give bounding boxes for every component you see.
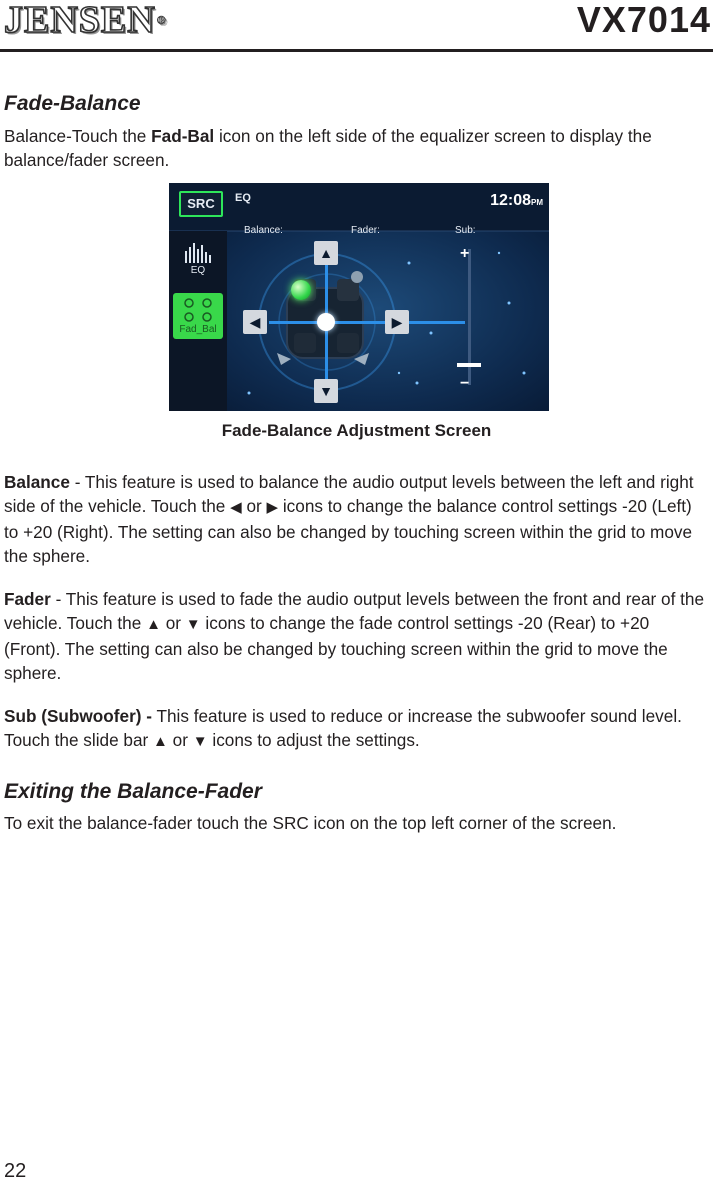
subwoofer-plus-icon[interactable]: + <box>460 245 470 262</box>
eq-header-label[interactable]: EQ <box>235 192 251 204</box>
section-title-exiting: Exiting the Balance-Fader <box>4 780 262 803</box>
triangle-down-icon: ▼ <box>185 616 201 633</box>
fade-balance-screenshot <box>169 183 549 411</box>
triangle-down-icon: ▼ <box>319 383 333 399</box>
equalizer-icon <box>184 241 212 263</box>
brand-logo: JENSEN® <box>4 0 167 41</box>
screenshot-caption: Fade-Balance Adjustment Screen <box>221 421 492 440</box>
speakers-icon <box>181 296 215 324</box>
sub-label: Sub: <box>455 225 476 236</box>
sidebar-fad-bal-label: Fad_Bal <box>179 324 217 335</box>
exit-paragraph: To exit the balance-fader touch the SRC icon on the top left corner of the screen. <box>4 813 617 833</box>
balance-paragraph: Balance - This feature is used to balance the audio output levels between the left and right side of the vehicle. Touch the ◀ or ▶ icons to change the balance control settings -20 (Left) to +20 (Right). The setting can also be changed by touching screen within the grid to move the sphere. <box>4 472 694 566</box>
fader-paragraph: Fader - This feature is used to fade the audio output levels between the front and rear of the vehicle. Touch the ▲ or ▼ icons to change the fade control settings -20 (Rear) to +20 (Front). The setting can also be changed by touching screen within the grid to move the sphere. <box>4 589 705 683</box>
header-divider <box>0 49 713 52</box>
subwoofer-slider-knob[interactable] <box>457 363 481 367</box>
fader-down-button[interactable] <box>314 379 338 403</box>
balance-label: Balance: <box>244 225 283 236</box>
balance-grid-horizontal[interactable] <box>269 321 465 324</box>
balance-left-button[interactable] <box>243 310 267 334</box>
section-title-fade-balance: Fade-Balance <box>4 92 141 115</box>
subwoofer-minus-icon[interactable]: − <box>460 375 470 392</box>
triangle-down-icon: ▼ <box>192 733 208 750</box>
balance-right-button[interactable] <box>385 310 409 334</box>
sidebar-fad-bal-button[interactable] <box>173 293 223 339</box>
page-number: 22 <box>4 1160 27 1182</box>
screen-sidebar <box>169 231 227 411</box>
clock: 12:08PM <box>490 192 543 209</box>
src-button[interactable]: SRC <box>179 191 223 217</box>
triangle-up-icon: ▲ <box>146 616 161 633</box>
sidebar-eq-button[interactable] <box>177 237 219 281</box>
model-number: VX7014 <box>576 0 711 40</box>
triangle-right-icon: ▶ <box>391 314 403 330</box>
triangle-up-icon: ▲ <box>153 733 168 750</box>
sub-paragraph: Sub (Subwoofer) - This feature is used to reduce or increase the subwoofer sound level. Touch the slide bar ▲ or ▼ icons to adjust the settings. <box>4 706 682 750</box>
grid-center-crosshair <box>317 313 335 331</box>
fader-label: Fader: <box>351 225 380 236</box>
page-header <box>0 0 713 52</box>
triangle-up-icon: ▲ <box>319 245 333 261</box>
triangle-right-icon: ▶ <box>266 499 279 516</box>
fader-up-button[interactable] <box>314 241 338 265</box>
sidebar-eq-label: EQ <box>190 265 206 276</box>
triangle-left-icon: ◀ <box>249 314 261 330</box>
triangle-left-icon: ◀ <box>230 499 242 516</box>
intro-paragraph: Balance-Touch the Fad-Bal icon on the left side of the equalizer screen to display the balance/fader screen. <box>4 126 652 170</box>
position-sphere[interactable] <box>291 280 311 300</box>
